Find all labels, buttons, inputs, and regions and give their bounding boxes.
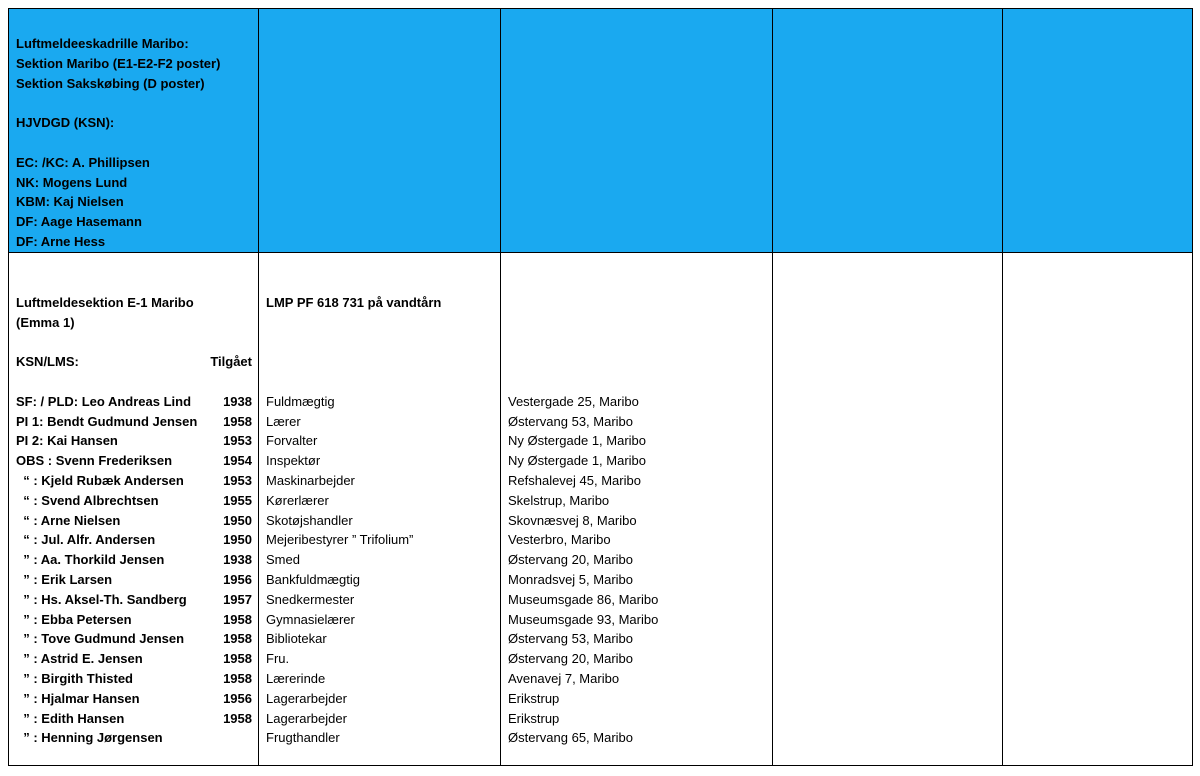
header-row (9, 9, 1193, 253)
person-name: ” : Hjalmar Hansen (16, 690, 140, 706)
joined-year: 1953 (223, 433, 252, 449)
personnel-row (16, 530, 258, 550)
person-name: “ : Kjeld Rubæk Andersen (16, 472, 184, 488)
header-line: DF: Arne Hess (16, 233, 106, 249)
personnel-row (16, 709, 258, 729)
address: Østervang 65, Maribo (508, 730, 634, 746)
personnel-row (16, 550, 258, 570)
header-line: NK: Mogens Lund (16, 174, 128, 190)
header-empty-cell (259, 9, 501, 253)
address: Vestergade 25, Maribo (508, 393, 639, 409)
address: Ny Østergade 1, Maribo (508, 433, 647, 449)
header-line: Sektion Sakskøbing (D poster) (16, 75, 205, 91)
occupation: Lagerarbejder (266, 710, 347, 726)
address: Østervang 20, Maribo (508, 552, 634, 568)
ksn-header (16, 352, 258, 372)
person-name: ” : Henning Jørgensen (16, 730, 163, 746)
address: Refshalevej 45, Maribo (508, 472, 641, 488)
personnel-row (16, 451, 258, 471)
empty-cell (773, 252, 1003, 765)
person-name: ” : Erik Larsen (16, 571, 113, 587)
person-name: PI 1: Bendt Gudmund Jensen (16, 413, 198, 429)
post-location: LMP PF 618 731 på vandtårn (266, 294, 442, 310)
occupation: Lagerarbejder (266, 690, 347, 706)
address: Skovnæsvej 8, Maribo (508, 512, 637, 528)
personnel-row (16, 649, 258, 669)
joined-year: 1938 (223, 552, 252, 568)
address: Avenavej 7, Maribo (508, 670, 620, 686)
person-name: “ : Jul. Alfr. Andersen (16, 532, 156, 548)
person-name: ” : Edith Hansen (16, 710, 125, 726)
occupation: Fuldmægtig (266, 393, 335, 409)
address: Skelstrup, Maribo (508, 492, 610, 508)
occupation: Lærerinde (266, 670, 326, 686)
personnel-row (16, 471, 258, 491)
address-list (508, 392, 772, 748)
joined-year: 1956 (223, 690, 252, 706)
occupation: Fru. (266, 651, 290, 667)
occupation: Inspektør (266, 453, 321, 469)
occupation: Skotøjshandler (266, 512, 353, 528)
personnel-row (16, 590, 258, 610)
address: Erikstrup (508, 710, 560, 726)
person-name: ” : Birgith Thisted (16, 670, 133, 686)
header-empty-cell (501, 9, 773, 253)
header-line: KBM: Kaj Nielsen (16, 194, 124, 210)
person-name: ” : Aa. Thorkild Jensen (16, 552, 165, 568)
occupation: Bibliotekar (266, 631, 327, 647)
occupation: Mejeribestyrer ” Trifolium” (266, 532, 414, 548)
address: Erikstrup (508, 690, 560, 706)
header-cell (9, 9, 259, 253)
personnel-row (16, 392, 258, 412)
address: Monradsvej 5, Maribo (508, 571, 633, 587)
joined-year: 1950 (223, 532, 252, 548)
joined-year: 1958 (223, 631, 252, 647)
section-subtitle: (Emma 1) (16, 314, 75, 330)
header-empty-cell (773, 9, 1003, 253)
personnel-row (16, 610, 258, 630)
address: Ny Østergade 1, Maribo (508, 453, 647, 469)
personnel-names-list (16, 392, 258, 748)
joined-year: 1953 (223, 472, 252, 488)
occupation-cell (259, 252, 501, 765)
header-empty-cell (1003, 9, 1193, 253)
person-name: OBS : Svenn Frederiksen (16, 453, 173, 469)
personnel-row (16, 570, 258, 590)
joined-year: 1956 (223, 571, 252, 587)
personnel-row (16, 728, 258, 748)
joined-year: 1954 (223, 453, 252, 469)
address-cell (501, 252, 773, 765)
personnel-row (16, 629, 258, 649)
joined-year: 1958 (223, 670, 252, 686)
header-line: DF: Aage Hasemann (16, 214, 142, 230)
address: Vesterbro, Maribo (508, 532, 611, 548)
personnel-row (16, 689, 258, 709)
joined-year: 1938 (223, 393, 252, 409)
joined-year: 1950 (223, 512, 252, 528)
occupation: Snedkermester (266, 591, 355, 607)
empty-cell (1003, 252, 1193, 765)
occupation: Bankfuldmægtig (266, 571, 360, 587)
occupation: Smed (266, 552, 300, 568)
person-name: “ : Arne Nielsen (16, 512, 121, 528)
ksn-label: KSN/LMS: (16, 354, 79, 370)
address: Østervang 20, Maribo (508, 651, 634, 667)
section-row (9, 252, 1193, 765)
address: Museumsgade 86, Maribo (508, 591, 659, 607)
address: Østervang 53, Maribo (508, 413, 634, 429)
personnel-row (16, 511, 258, 531)
person-name: ” : Astrid E. Jensen (16, 651, 143, 667)
section-title: Luftmeldesektion E-1 Maribo (16, 294, 194, 310)
occupation: Gymnasielærer (266, 611, 355, 627)
personnel-row (16, 412, 258, 432)
header-line: HJVDGD (KSN): (16, 115, 115, 131)
address: Østervang 53, Maribo (508, 631, 634, 647)
header-spacer (16, 93, 258, 113)
joined-year: 1958 (223, 710, 252, 726)
joined-year: 1955 (223, 492, 252, 508)
header-line: Sektion Maribo (E1-E2-F2 poster) (16, 55, 221, 71)
person-name: “ : Svend Albrechtsen (16, 492, 159, 508)
header-line: EC: /KC: A. Phillipsen (16, 154, 150, 170)
personnel-row (16, 431, 258, 451)
occupation: Forvalter (266, 433, 318, 449)
joined-year: 1958 (223, 413, 252, 429)
occupation-list (266, 392, 500, 748)
person-name: SF: / PLD: Leo Andreas Lind (16, 393, 192, 409)
joined-year: 1958 (223, 611, 252, 627)
address: Museumsgade 93, Maribo (508, 611, 659, 627)
header-line: Luftmeldeeskadrille Maribo: (16, 36, 189, 51)
occupation: Lærer (266, 413, 301, 429)
personnel-row (16, 491, 258, 511)
roster-table (8, 8, 1193, 766)
person-name: ” : Tove Gudmund Jensen (16, 631, 185, 647)
names-cell (9, 252, 259, 765)
joined-year: 1958 (223, 651, 252, 667)
person-name: ” : Ebba Petersen (16, 611, 132, 627)
tilgaaet-label: Tilgået (210, 354, 252, 370)
joined-year: 1957 (223, 591, 252, 607)
occupation: Frugthandler (266, 730, 340, 746)
occupation: Kørerlærer (266, 492, 329, 508)
personnel-row (16, 669, 258, 689)
person-name: ” : Hs. Aksel-Th. Sandberg (16, 591, 187, 607)
occupation: Maskinarbejder (266, 472, 355, 488)
person-name: PI 2: Kai Hansen (16, 433, 118, 449)
header-spacer (16, 133, 258, 153)
squadron-header (9, 9, 258, 252)
